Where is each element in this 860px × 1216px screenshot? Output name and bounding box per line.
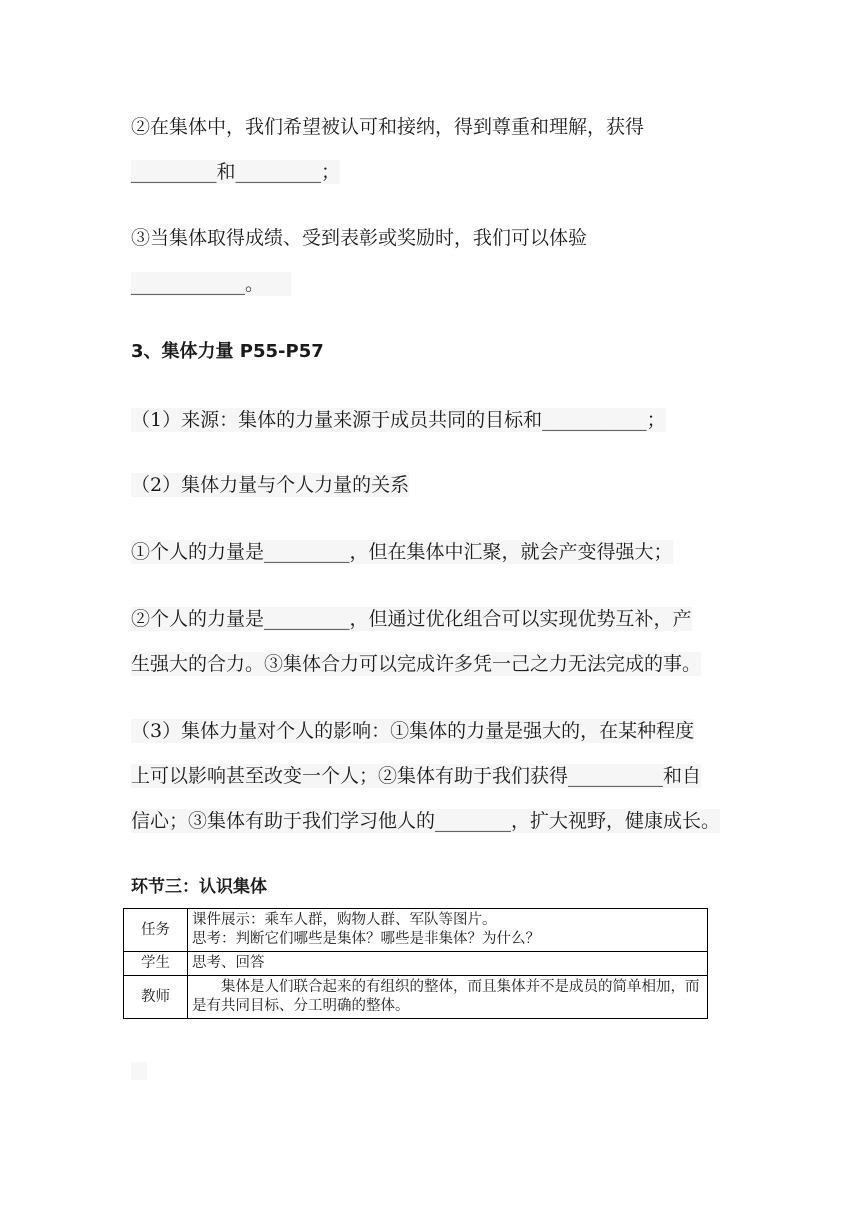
task-line: 课件展示：乘车人群，购物人群、军队等图片。: [192, 912, 497, 928]
paragraph: （2）集体力量与个人力量的关系: [131, 474, 410, 496]
section-heading: 3、集体力量 P55-P57: [131, 341, 324, 362]
paragraph: （1）来源：集体的力量来源于成员共同的目标和___________；: [131, 409, 666, 431]
text-line: ②在集体中，我们希望被认可和接纳，得到尊重和理解，获得: [131, 116, 645, 138]
paragraph: （3）集体力量对个人的影响：①集体的力量是强大的，在某种程度: [131, 720, 695, 742]
row-header-task: 任务: [124, 909, 188, 952]
activity-table: [123, 908, 708, 1019]
teacher-cell: 集体是人们联合起来的有组织的整体，而且集体并不是成员的简单相加，而是有共同目标、分工明确的整体。: [188, 976, 708, 1019]
fill-blank-line: ____________。: [131, 272, 291, 296]
table-row: [124, 909, 708, 952]
student-cell: 思考、回答: [188, 952, 708, 976]
paragraph: 信心；③集体有助于我们学习他人的________，扩大视野，健康成长。: [131, 810, 721, 832]
task-cell: [188, 909, 708, 952]
task-line: 思考：判断它们哪些是集体？哪些是非集体？为什么？: [192, 931, 540, 947]
text-line: ③当集体取得成绩、受到表彰或奖励时，我们可以体验: [131, 227, 588, 249]
paragraph: ②个人的力量是_________，但通过优化组合可以实现优势互补，产: [131, 608, 692, 630]
empty-paragraph-mark: [131, 1062, 147, 1080]
paragraph: 上可以影响甚至改变一个人；②集体有助于我们获得__________和自: [131, 765, 702, 787]
row-header-teacher: 教师: [124, 976, 188, 1019]
fill-blank-line: _________和_________；: [131, 161, 341, 183]
row-header-student: 学生: [124, 952, 188, 976]
paragraph: ①个人的力量是_________，但在集体中汇聚，就会产变得强大；: [131, 541, 673, 563]
section-heading: 环节三：认识集体: [131, 877, 267, 897]
table-row: [124, 952, 708, 976]
table-row: [124, 976, 708, 1019]
paragraph: 生强大的合力。③集体合力可以完成许多凭一己之力无法完成的事。: [131, 653, 702, 675]
